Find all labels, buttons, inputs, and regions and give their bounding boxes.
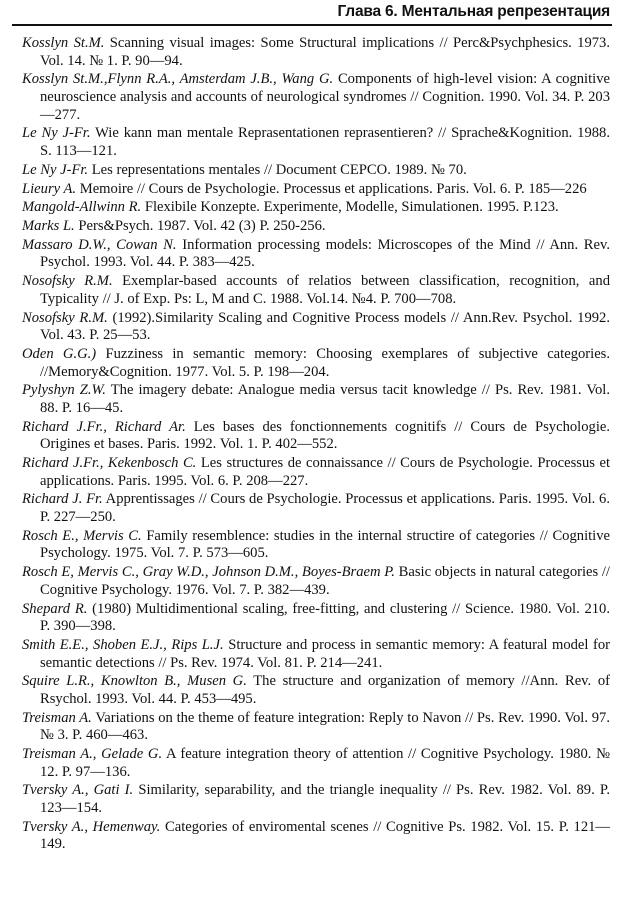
reference-text: Categories of enviromental scenes // Cognitive Ps. 1982. Vol. 15. P. 121—149. bbox=[40, 818, 611, 853]
reference-entry bbox=[22, 382, 610, 417]
reference-text: Components of high-level vision: A cognitive neuroscience analysis and accounts of neurological syndromes // Cognition. 1990. Vol. 34. P. 203—277. bbox=[40, 71, 610, 123]
reference-text: Flexibile Konzepte. Experimente, Modelle, Simulationen. 1995. P.123. bbox=[144, 199, 559, 216]
reference-author: Richard J.Fr., Richard Ar. bbox=[22, 418, 186, 435]
reference-author: Le Ny J-Fr. bbox=[22, 161, 89, 178]
reference-entry bbox=[22, 125, 610, 160]
reference-entry bbox=[22, 162, 610, 180]
reference-author: Smith E.E., Shoben E.J., Rips L.J. bbox=[22, 636, 224, 653]
reference-author: Oden G.G.) bbox=[22, 345, 97, 362]
reference-text: Memoire // Cours de Psychologie. Processus et applications. Paris. Vol. 6. P. 185—226 bbox=[79, 180, 587, 197]
reference-author: Nosofsky R.M. bbox=[22, 273, 113, 290]
reference-entry bbox=[22, 528, 610, 563]
reference-text: Apprentissages // Cours de Psychologie. Processus et applications. Paris. 1995. Vol. 6. P. 227—250. bbox=[40, 491, 610, 526]
reference-author: Lieury A. bbox=[22, 180, 77, 197]
reference-author: Kosslyn St.M. bbox=[22, 35, 105, 51]
reference-author: Richard J. Fr. bbox=[22, 491, 103, 508]
reference-entry bbox=[22, 564, 610, 599]
reference-entry bbox=[22, 35, 610, 70]
reference-entry bbox=[22, 637, 610, 672]
reference-text: The structure and organization of memory //Ann. Rev. of Rsychol. 1993. Vol. 44. P. 453—495. bbox=[40, 673, 610, 707]
reference-text: Similarity, separability, and the triangle inequality // Ps. Rev. 1982. Vol. 89. P. 123—154. bbox=[40, 782, 610, 817]
reference-list bbox=[22, 35, 610, 855]
header-rule bbox=[12, 24, 612, 26]
reference-author: Treisman A., Gelade G. bbox=[22, 746, 163, 763]
reference-author: Rosch E, Mervis C., Gray W.D., Johnson D.M., Boyes-Braem P. bbox=[22, 564, 395, 581]
reference-author: Mangold-Allwinn R. bbox=[22, 199, 142, 216]
reference-entry bbox=[22, 710, 610, 745]
reference-entry bbox=[22, 673, 610, 708]
reference-author: Marks L. bbox=[22, 218, 75, 235]
reference-text: (1992).Similarity Scaling and Cognitive Process models // Ann.Rev. Psychol. 1992. Vol. 43. P. 25—53. bbox=[40, 309, 610, 344]
reference-entry bbox=[22, 199, 610, 217]
reference-author: Tversky A., Gati I. bbox=[22, 782, 134, 799]
reference-author: Tversky A., Hemenway. bbox=[22, 818, 161, 835]
reference-text: Family resemblence: studies in the internal structire of categories // Cognitive Psychology. 1975. Vol. 7. P. 573—605. bbox=[40, 527, 611, 562]
reference-author: Richard J.Fr., Kekenbosch C. bbox=[22, 455, 197, 472]
reference-entry bbox=[22, 346, 610, 381]
reference-entry bbox=[22, 273, 610, 308]
reference-text: Information processing models: Microscopes of the Mind // Ann. Rev. Psychol. 1993. Vol. 44. P. 383—425. bbox=[40, 236, 611, 271]
reference-entry bbox=[22, 71, 610, 124]
reference-entry bbox=[22, 746, 610, 781]
reference-text: Pers&Psych. 1987. Vol. 42 (3) P. 250-256. bbox=[78, 218, 326, 235]
reference-author: Squire L.R., Knowlton B., Musen G. bbox=[22, 673, 247, 690]
reference-author: Treisman A. bbox=[22, 709, 92, 726]
reference-entry bbox=[22, 237, 610, 272]
reference-entry bbox=[22, 601, 610, 636]
running-header: Глава 6. Ментальная репрезентация bbox=[337, 3, 610, 20]
reference-entry bbox=[22, 419, 610, 454]
reference-entry bbox=[22, 218, 610, 236]
reference-entry bbox=[22, 455, 610, 490]
reference-author: Le Ny J-Fr. bbox=[22, 125, 91, 142]
reference-entry bbox=[22, 782, 610, 817]
reference-author: Massaro D.W., Cowan N. bbox=[22, 236, 177, 253]
reference-text: Structure and process in semantic memory: A featural model for semantic detections // Ps. Rev. 1974. Vol. 81. P. 214—241. bbox=[40, 636, 610, 671]
reference-text: (1980) Multidimentional scaling, free-fitting, and clustering // Science. 1980. Vol. 210. P. 390—398. bbox=[40, 600, 610, 635]
reference-text: The imagery debate: Analogue media versus tacit knowledge // Ps. Rev. 1981. Vol. 88. P. 16—45. bbox=[40, 382, 610, 416]
reference-entry bbox=[22, 181, 610, 199]
reference-author: Rosch E., Mervis C. bbox=[22, 527, 142, 544]
reference-text: Basic objects in natural categories // Cognitive Psychology. 1976. Vol. 7. P. 382—439. bbox=[40, 564, 610, 598]
reference-text: Variations on the theme of feature integration: Reply to Navon // Ps. Rev. 1990. Vol. 97. № 3. P. 460—463. bbox=[40, 709, 610, 744]
reference-author: Kosslyn St.M.,Flynn R.A., Amsterdam J.B., Wang G. bbox=[22, 71, 334, 88]
reference-text: A feature integration theory of attention // Cognitive Psychology. 1980. № 12. P. 97—136. bbox=[40, 746, 611, 780]
reference-text: Wie kann man mentale Reprasentationen reprasentieren? // Sprache&Kognition. 1988. S. 113—121. bbox=[40, 125, 610, 159]
reference-text: Les representations mentales // Document CEPCO. 1989. № 70. bbox=[91, 161, 467, 178]
reference-author: Shepard R. bbox=[22, 600, 88, 617]
reference-entry bbox=[22, 310, 610, 345]
reference-text: Scanning visual images: Some Structural implications // Perc&Psychphesics. 1973. Vol. 14. № 1. P. 90—94. bbox=[40, 35, 610, 69]
reference-author: Nosofsky R.M. bbox=[22, 309, 108, 326]
reference-text: Les structures de connaissance // Cours de Psychologie. Processus et applications. Paris. 1995. Vol. 6. P. 208—227. bbox=[40, 455, 610, 489]
reference-entry bbox=[22, 819, 610, 854]
reference-text: Exemplar-based accounts of relatios between classification, recognition, and Typicality // J. of Exp. Ps: L, M and C. 1988. Vol.14. №4. P. 700—708. bbox=[40, 273, 610, 307]
reference-entry bbox=[22, 491, 610, 526]
reference-text: Les bases des fonctionnements cognitifs // Cours de Psychologie. Origines et bases. Paris. 1992. Vol. 1. P. 402—552. bbox=[40, 418, 611, 453]
reference-author: Pylyshyn Z.W. bbox=[22, 382, 106, 399]
reference-text: Fuzziness in semantic memory: Choosing exemplares of subjective categories. //Memory&Cognition. 1977. Vol. 5. P. 198—204. bbox=[40, 345, 611, 380]
